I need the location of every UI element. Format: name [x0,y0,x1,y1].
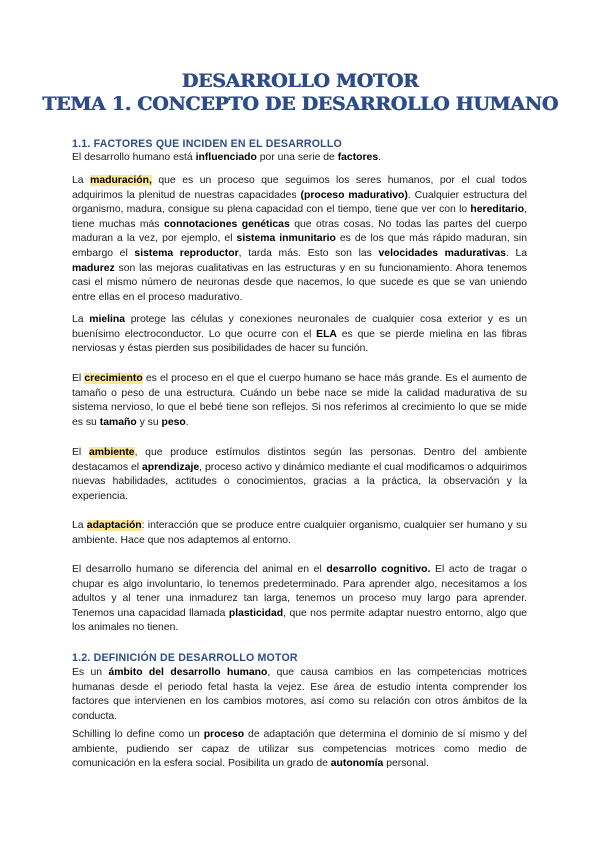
bold-term: sistema inmunitario [236,233,336,245]
text-run: La [72,175,91,186]
text-run: que es un proceso que seguimos los seres humanos, por el cual todos adquirimos la plenitud de nuestras capacidades [72,175,528,201]
text-run: , tarda más. Esto son las [238,247,379,259]
text-run: Es un [72,667,109,678]
bold-term: (proceso madurativo) [300,189,408,201]
paragraph-cognitivo [72,563,527,636]
bold-term: connotaciones genéticas [163,218,290,230]
paragraph-mielina [72,313,527,357]
section-heading-factores: 1.1. FACTORES QUE INCIDEN EN EL DESARROLLO [72,138,342,150]
text-run: , que causa cambios en las competencias motrices humanas desde el periodo fetal hasta la vejez. Ese área de estudio intenta comprender los factores que intervienen en los cambios motores, así como su relación con otros ámbitos de la conducta. [72,667,527,722]
text-run: es de los que más rápido maduran, sin embargo el [72,233,527,259]
text-run: es el proceso en el que el cuerpo humano se hace más grande. Es el aumento de tamaño o peso de una estructura. Cuándo un bebe nace se mide la calidad madurativa de su sistema nervioso, lo que el bebé tiene son reflejos. Si nos referimos al crecimiento lo que se mide es su [72,373,527,428]
text-run: protege las células y conexiones neuronales de cualquier cosa exterior y es un buenísimo electroconductor. Lo que ocurre con el [72,314,527,340]
text-run: por una serie de [256,152,338,163]
text-run: . Cualquier estructura del organismo, madura, consigue su plena capacidad con el tiempo, tiene que ver con lo [72,189,527,216]
text-run: . [378,152,382,163]
text-run: son las mejoras cualitativas en las estructuras y en su funcionamiento. Ahora tenemos casi el mismo número de neuronas desde que nacemos, lo que sucede es que se van uniendo entre ellas en el proceso madurativo. [72,262,527,303]
bold-term: ámbito del desarrollo humano [108,667,268,678]
bold-term: madurez [72,262,115,274]
bold-term: peso [161,416,186,428]
paragraph-adaptacion [72,519,527,548]
text-run: El [72,373,85,384]
bold-term: ELA [316,328,337,340]
paragraph-maduracion [72,174,527,305]
text-run: , que produce estímulos distintos según las personas. Dentro del ambiente destacamos el [72,447,527,473]
bold-term: hereditario [470,204,525,216]
document-title: DESARROLLO MOTOR [181,70,419,92]
text-run: El acto de tragar o chupar es algo involuntario, lo tenemos predeterminado. Para aprender algo, necesitamos a los adultos y al tener una inmadurez tan larga, tenemos un proceso muy largo para aprender. Tenemos una capacidad llamada [72,564,528,619]
bold-term: plasticidad [228,607,284,619]
paragraph-schilling [72,728,527,772]
text-run: , que nos permite adaptar nuestro entorno, algo que los animales no tienen. [72,607,527,634]
text-run: , proceso activo y dinámico mediante el cual modificamos o adquirimos nuevas habilidades, actitudes o conocimientos, gracias a la práctica, la observación y la experiencia. [72,461,527,502]
bold-term: influenciado [195,152,257,163]
text-run: y su [136,416,162,428]
highlighted-term: adaptación [86,520,142,531]
paragraph-crecimiento [72,372,527,430]
text-run: . La [505,247,528,259]
bold-term: tamaño [99,416,137,428]
text-run: : interacción que se produce entre cualquier organismo, cualquier ser humano y su ambiente. Hace que nos adaptemos al entorno. [72,520,527,546]
bold-term: desarrollo cognitivo. [326,564,431,575]
text-run: La [72,520,87,531]
highlighted-term: maduración, [90,175,152,186]
highlighted-term: crecimiento [84,373,143,384]
text-run: que otras cosas. No todas las partes del cuerpo maduran a la vez, por ejemplo, el [72,218,527,245]
bold-term: velocidades madurativas [378,247,506,259]
text-run: . [185,416,189,428]
text-run: Schilling lo define como un [72,729,204,740]
text-run: , tiene muchas más [72,204,527,230]
text-run: personal. [383,758,429,770]
bold-term: mielina [89,314,126,325]
paragraph-ambito [72,666,527,724]
text-run: es que se pierde mielina en las fibras nerviosas y éstas pierden sus posibilidades de hacer su función. [72,328,527,355]
bold-term: factores [337,152,379,163]
document-subtitle: TEMA 1. CONCEPTO DE DESARROLLO HUMANO [42,93,558,115]
bold-term: aprendizaje [141,461,200,473]
paragraph-intro [72,151,527,166]
text-run: La [72,314,90,325]
section-heading-definicion: 1.2. DEFINICIÓN DE DESARROLLO MOTOR [72,652,298,664]
paragraph-ambiente [72,446,527,504]
bold-term: proceso [203,729,245,740]
text-run: El desarrollo humano está [72,152,196,163]
bold-term: autonomía [330,758,384,770]
text-run: El [72,447,89,458]
bold-term: sistema reproductor [134,247,239,259]
highlighted-term: ambiente [88,447,135,458]
text-run: El desarrollo humano se diferencia del animal en el [72,564,327,575]
text-run: de adaptación que determina el dominio de sí mismo y del ambiente, pudiendo ser capaz de utilizar sus competencias motrices como medio de comunicación en la esfera social. Posibilita un grado de [72,729,527,770]
